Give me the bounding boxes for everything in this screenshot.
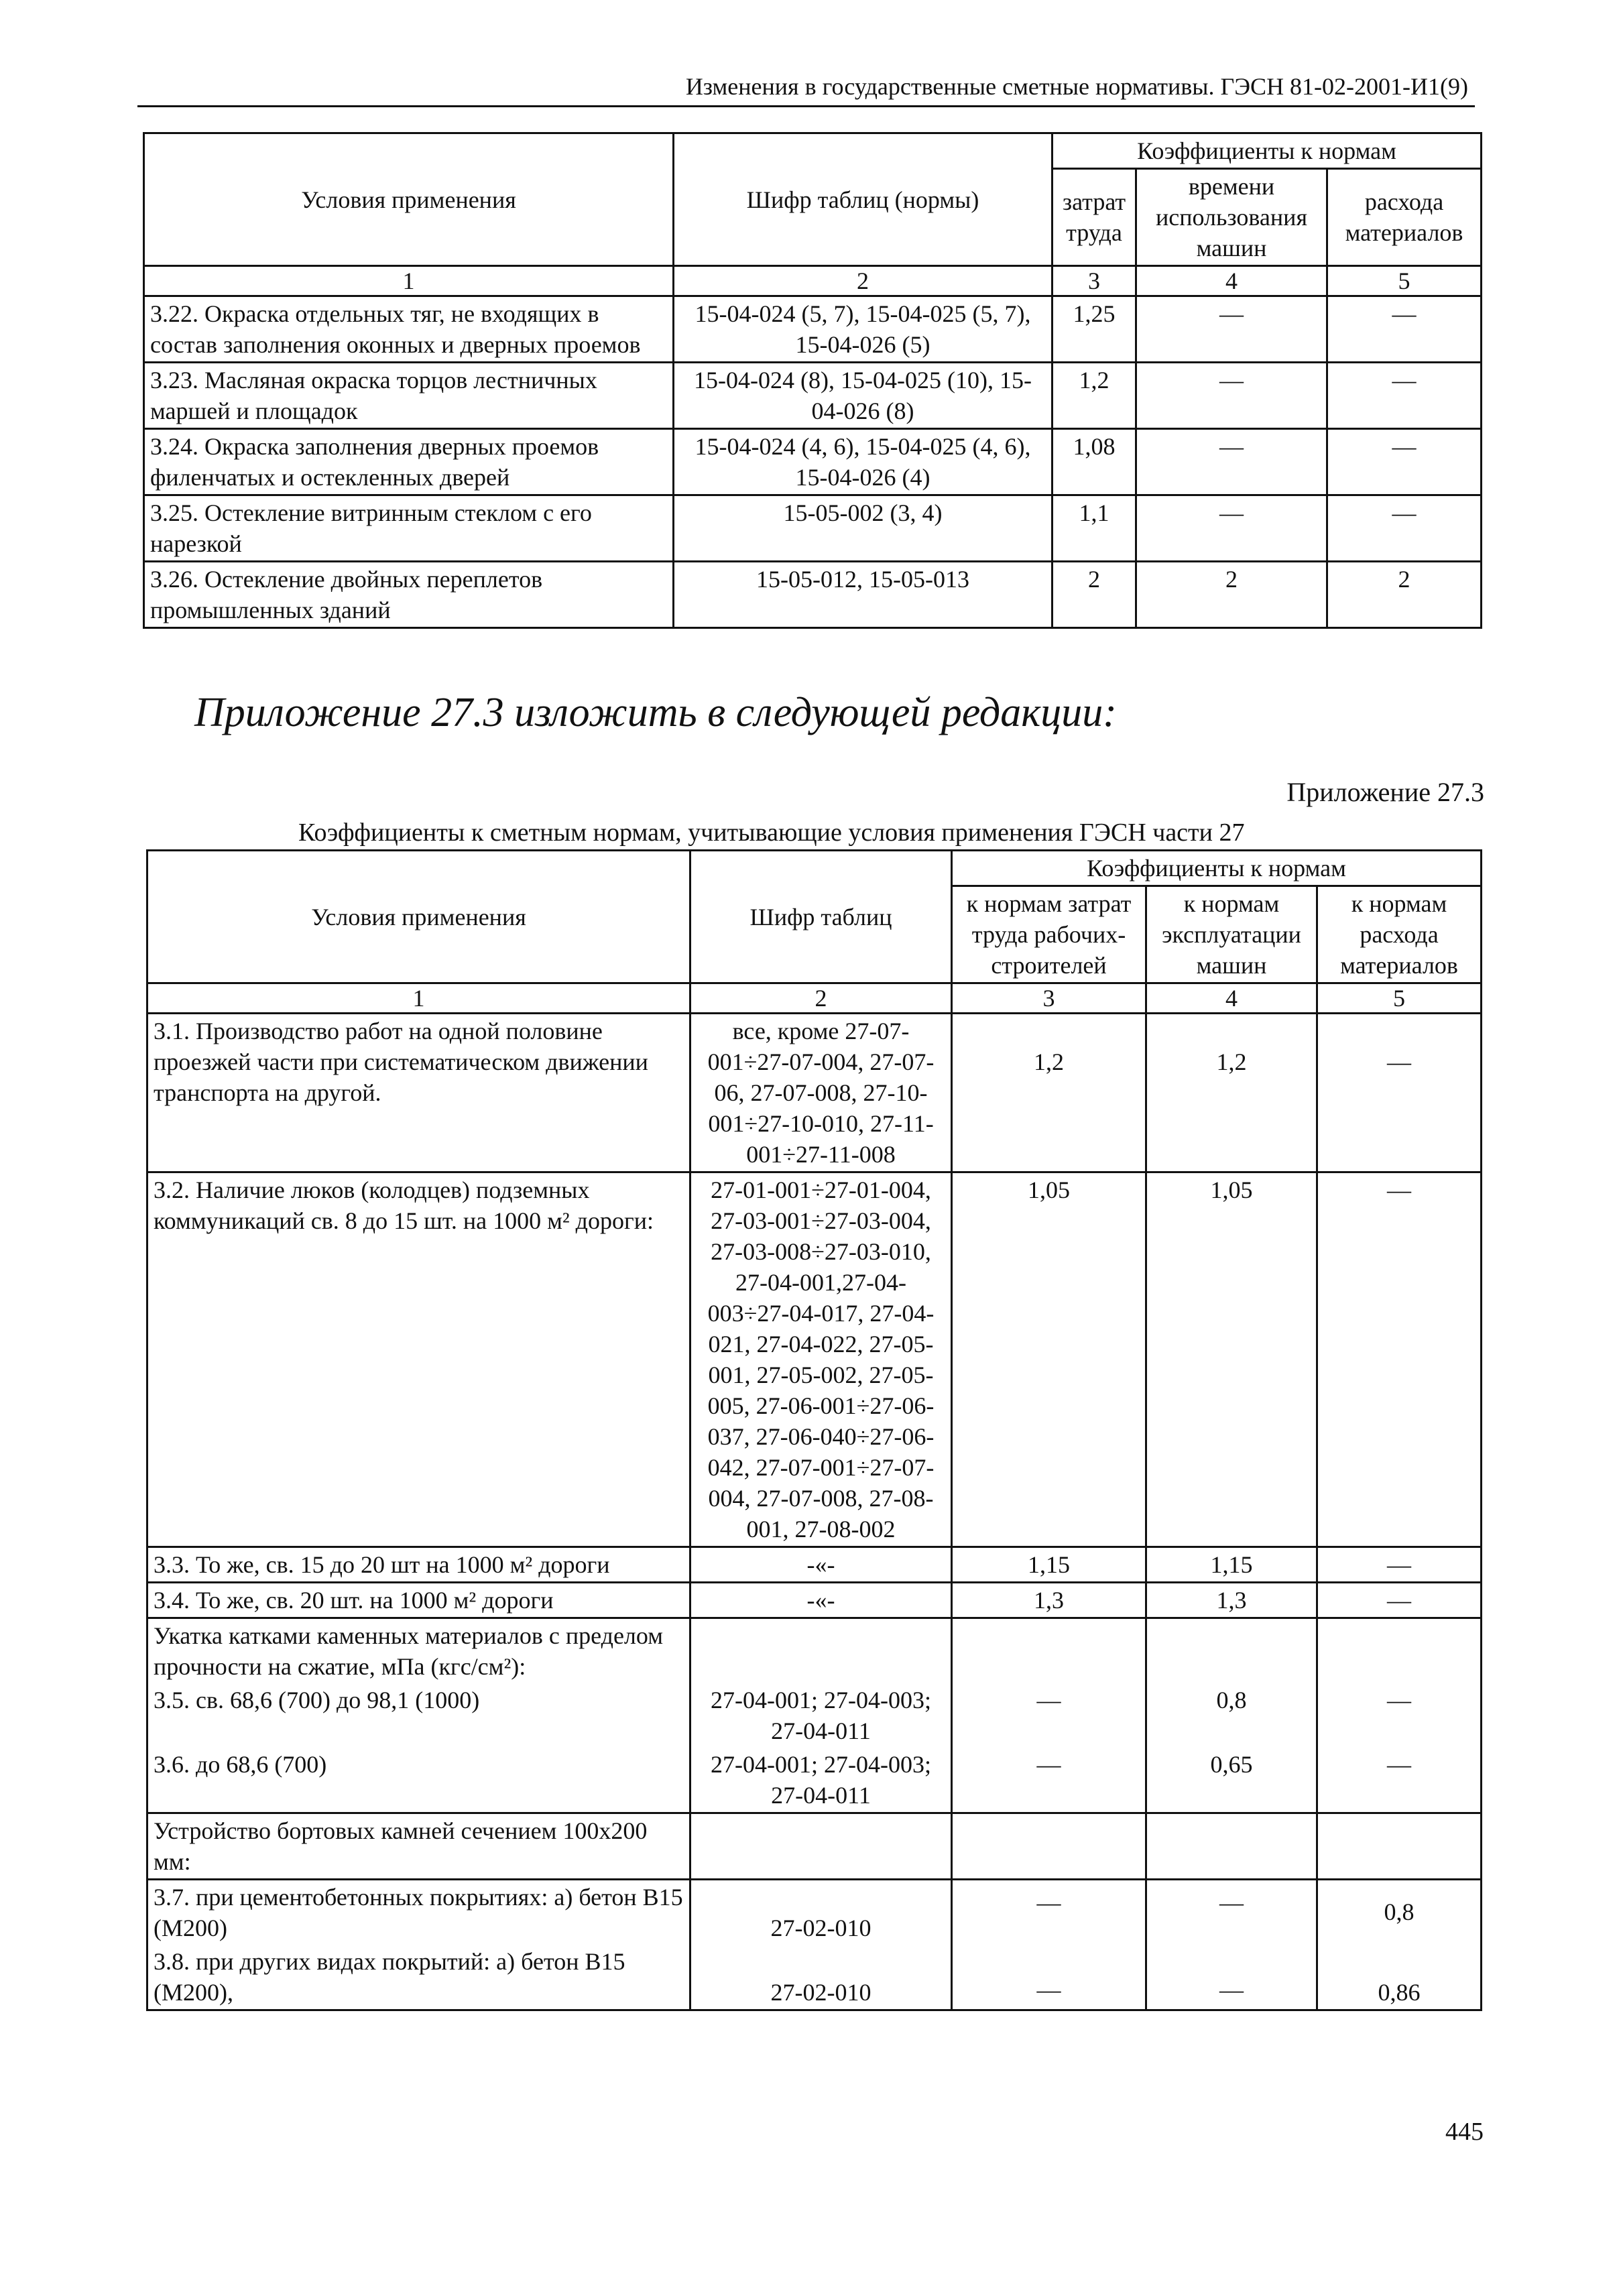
col-number: 4 xyxy=(1146,983,1317,1014)
row-code: -«- xyxy=(690,1583,952,1618)
column-numbers-row xyxy=(147,983,1482,1014)
row-code: 27-04-001; 27-04-003; 27-04-011 xyxy=(690,1748,952,1813)
row-machines: 1,2 xyxy=(1146,1014,1317,1172)
row-materials: — xyxy=(1317,1748,1482,1813)
row-machines xyxy=(1146,1813,1317,1880)
header-conditions: Условия применения xyxy=(147,851,690,983)
row-condition: 3.3. То же, св. 15 до 20 шт на 1000 м² дороги xyxy=(147,1547,690,1583)
col-number: 2 xyxy=(690,983,952,1014)
row-labor: 1,05 xyxy=(952,1172,1146,1547)
row-machines: 1,05 xyxy=(1146,1172,1317,1547)
table-row xyxy=(147,1583,1482,1618)
row-condition: 3.7. при цементобетонных покрытиях: а) бетон В15 (М200) xyxy=(147,1880,690,1945)
table-row xyxy=(147,1014,1482,1172)
row-machines: — xyxy=(1136,429,1327,495)
row-code: 27-02-010 xyxy=(690,1880,952,1945)
col-number: 1 xyxy=(144,266,674,296)
row-machines xyxy=(1146,1618,1317,1684)
col-number: 1 xyxy=(147,983,690,1014)
row-condition: 3.23. Масляная окраска торцов лестничных маршей и площадок xyxy=(144,363,674,429)
row-labor: — xyxy=(952,1683,1146,1748)
table-row xyxy=(144,363,1482,429)
row-materials: 0,86 xyxy=(1317,1945,1482,2010)
row-labor xyxy=(952,1618,1146,1684)
page-number: 445 xyxy=(1445,2118,1484,2146)
row-materials: — xyxy=(1317,1583,1482,1618)
row-condition: 3.8. при других видах покрытий: а) бетон В15 (М200), xyxy=(147,1945,690,2010)
row-materials xyxy=(1317,1813,1482,1880)
col-number: 3 xyxy=(952,983,1146,1014)
table-row xyxy=(147,1748,1482,1813)
row-labor: — xyxy=(952,1880,1146,1945)
row-labor: 1,2 xyxy=(952,1014,1146,1172)
row-condition: Укатка катками каменных материалов с пределом прочности на сжатие, мПа (кгс/см²): xyxy=(147,1618,690,1684)
header-labor: к нормам затрат труда рабочих-строителей xyxy=(952,886,1146,983)
row-condition: 3.22. Окраска отдельных тяг, не входящих в состав заполнения оконных и дверных проемов xyxy=(144,296,674,363)
section-title: Приложение 27.3 изложить в следующей редакции: xyxy=(194,690,1117,735)
row-machines: 2 xyxy=(1136,562,1327,628)
row-machines: 0,65 xyxy=(1146,1748,1317,1813)
row-condition: 3.5. св. 68,6 (700) до 98,1 (1000) xyxy=(147,1683,690,1748)
row-materials: — xyxy=(1327,495,1482,562)
header-coef-group: Коэффициенты к нормам xyxy=(952,851,1482,886)
row-condition: 3.26. Остекление двойных переплетов промышленных зданий xyxy=(144,562,674,628)
row-code: 15-05-002 (3, 4) xyxy=(674,495,1053,562)
row-machines: — xyxy=(1146,1945,1317,2010)
table-row xyxy=(147,1945,1482,2010)
row-code xyxy=(690,1618,952,1684)
table-row xyxy=(147,1547,1482,1583)
row-machines: — xyxy=(1136,495,1327,562)
row-materials: 0,8 xyxy=(1317,1880,1482,1945)
header-machines: времени использования машин xyxy=(1136,169,1327,266)
header-code: Шифр таблиц (нормы) xyxy=(674,133,1053,266)
header-coef-group: Коэффициенты к нормам xyxy=(1053,133,1482,169)
header-materials: расхода материалов xyxy=(1327,169,1482,266)
row-code: 27-02-010 xyxy=(690,1945,952,2010)
row-machines: 0,8 xyxy=(1146,1683,1317,1748)
page-header xyxy=(137,72,1475,107)
row-materials: — xyxy=(1317,1172,1482,1547)
table-row xyxy=(144,296,1482,363)
row-labor: 1,15 xyxy=(952,1547,1146,1583)
table-row xyxy=(144,562,1482,628)
header-labor: затрат труда xyxy=(1053,169,1136,266)
row-condition: Устройство бортовых камней сечением 100х200 мм: xyxy=(147,1813,690,1880)
row-machines: — xyxy=(1136,363,1327,429)
row-condition: 3.25. Остекление витринным стеклом с его нарезкой xyxy=(144,495,674,562)
row-labor: 2 xyxy=(1053,562,1136,628)
table-row xyxy=(147,1683,1482,1748)
col-number: 5 xyxy=(1317,983,1482,1014)
coefficients-table-2 xyxy=(146,849,1482,2011)
row-code: -«- xyxy=(690,1547,952,1583)
row-materials: 2 xyxy=(1327,562,1482,628)
table-row xyxy=(147,1618,1482,1684)
row-machines: — xyxy=(1136,296,1327,363)
row-materials xyxy=(1317,1618,1482,1684)
header-title: Изменения в государственные сметные нормативы. ГЭСН 81-02-2001-И1(9) xyxy=(685,73,1468,100)
header-machines: к нормам эксплуатации машин xyxy=(1146,886,1317,983)
row-condition: 3.6. до 68,6 (700) xyxy=(147,1748,690,1813)
header-code: Шифр таблиц xyxy=(690,851,952,983)
row-materials: — xyxy=(1327,363,1482,429)
column-numbers-row xyxy=(144,266,1482,296)
table-row xyxy=(144,495,1482,562)
row-labor: — xyxy=(952,1748,1146,1813)
row-materials: — xyxy=(1317,1547,1482,1583)
row-labor: 1,2 xyxy=(1053,363,1136,429)
row-labor: 1,3 xyxy=(952,1583,1146,1618)
row-materials: — xyxy=(1327,296,1482,363)
row-code xyxy=(690,1813,952,1880)
row-code: 15-04-024 (4, 6), 15-04-025 (4, 6), 15-04-026 (4) xyxy=(674,429,1053,495)
row-code: 27-04-001; 27-04-003; 27-04-011 xyxy=(690,1683,952,1748)
col-number: 5 xyxy=(1327,266,1482,296)
col-number: 2 xyxy=(674,266,1053,296)
row-condition: 3.2. Наличие люков (колодцев) подземных коммуникаций св. 8 до 15 шт. на 1000 м² дороги: xyxy=(147,1172,690,1547)
table-row xyxy=(144,429,1482,495)
row-labor: 1,1 xyxy=(1053,495,1136,562)
row-code: 15-04-024 (8), 15-04-025 (10), 15-04-026 (8) xyxy=(674,363,1053,429)
table-row xyxy=(147,1813,1482,1880)
row-machines: 1,15 xyxy=(1146,1547,1317,1583)
row-materials: — xyxy=(1317,1014,1482,1172)
row-code: все, кроме 27-07-001÷27-07-004, 27-07-06, 27-07-008, 27-10-001÷27-10-010, 27-11-001÷27-11-008 xyxy=(690,1014,952,1172)
coefficients-table-1 xyxy=(143,132,1482,629)
header-materials: к нормам расхода материалов xyxy=(1317,886,1482,983)
col-number: 3 xyxy=(1053,266,1136,296)
table-row xyxy=(147,1172,1482,1547)
row-labor: — xyxy=(952,1945,1146,2010)
table-row xyxy=(147,1880,1482,1945)
row-condition: 3.1. Производство работ на одной половине проезжей части при систематическом движении транспорта на другой. xyxy=(147,1014,690,1172)
col-number: 4 xyxy=(1136,266,1327,296)
row-code: 27-01-001÷27-01-004, 27-03-001÷27-03-004, 27-03-008÷27-03-010, 27-04-001,27-04-003÷27-04-017, 27-04-021, 27-04-022, 27-05-001, 27-05-002, 27-05-005, 27-06-001÷27-06-037, 27-06-040÷27-06-042, 27-07-001÷27-07-004, 27-07-008, 27-08-001, 27-08-002 xyxy=(690,1172,952,1547)
header-conditions: Условия применения xyxy=(144,133,674,266)
row-materials: — xyxy=(1317,1683,1482,1748)
row-machines: 1,3 xyxy=(1146,1583,1317,1618)
row-code: 15-05-012, 15-05-013 xyxy=(674,562,1053,628)
row-labor xyxy=(952,1813,1146,1880)
row-code: 15-04-024 (5, 7), 15-04-025 (5, 7), 15-04-026 (5) xyxy=(674,296,1053,363)
row-labor: 1,25 xyxy=(1053,296,1136,363)
row-condition: 3.24. Окраска заполнения дверных проемов филенчатых и остекленных дверей xyxy=(144,429,674,495)
row-machines: — xyxy=(1146,1880,1317,1945)
table-caption: Коэффициенты к сметным нормам, учитывающие условия применения ГЭСН части 27 xyxy=(298,819,1245,847)
row-labor: 1,08 xyxy=(1053,429,1136,495)
appendix-label: Приложение 27.3 xyxy=(1286,777,1484,807)
row-condition: 3.4. То же, св. 20 шт. на 1000 м² дороги xyxy=(147,1583,690,1618)
row-materials: — xyxy=(1327,429,1482,495)
